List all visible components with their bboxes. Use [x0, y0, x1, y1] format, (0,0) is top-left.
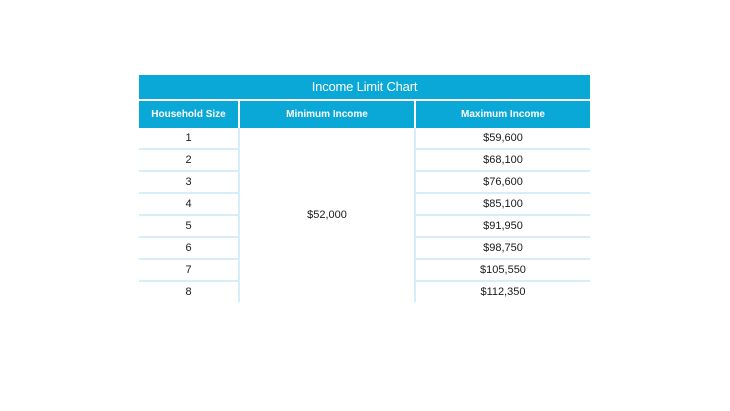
maximum-income-cell: $98,750 [415, 237, 590, 259]
maximum-income-cell: $76,600 [415, 171, 590, 193]
chart-title: Income Limit Chart [139, 75, 590, 99]
header-minimum-income: Minimum Income [239, 101, 415, 128]
maximum-income-cell: $112,350 [480, 286, 526, 298]
header-row [139, 101, 590, 128]
household-size-cell: 6 [139, 237, 239, 259]
household-size-cell: 4 [139, 193, 239, 215]
household-size-cell: 5 [139, 215, 239, 237]
maximum-income-cell: $59,600 [415, 128, 590, 149]
maximum-income-cell: $91,950 [415, 215, 590, 237]
maximum-income-cell: $105,550 [415, 259, 590, 281]
household-size-cell: 3 [139, 171, 239, 193]
minimum-income-cell: $52,000 [239, 128, 415, 302]
income-table [139, 101, 590, 302]
household-size-cell: 8 [185, 286, 192, 298]
maximum-income-cell: $85,100 [415, 193, 590, 215]
household-size-cell: 1 [139, 128, 239, 149]
header-household-size: Household Size [139, 101, 239, 128]
header-maximum-income: Maximum Income [415, 101, 590, 128]
income-limit-chart [139, 75, 590, 302]
household-size-cell: 7 [139, 259, 239, 281]
household-size-cell: 2 [139, 149, 239, 171]
maximum-income-cell: $68,100 [415, 149, 590, 171]
table-row [139, 128, 590, 149]
